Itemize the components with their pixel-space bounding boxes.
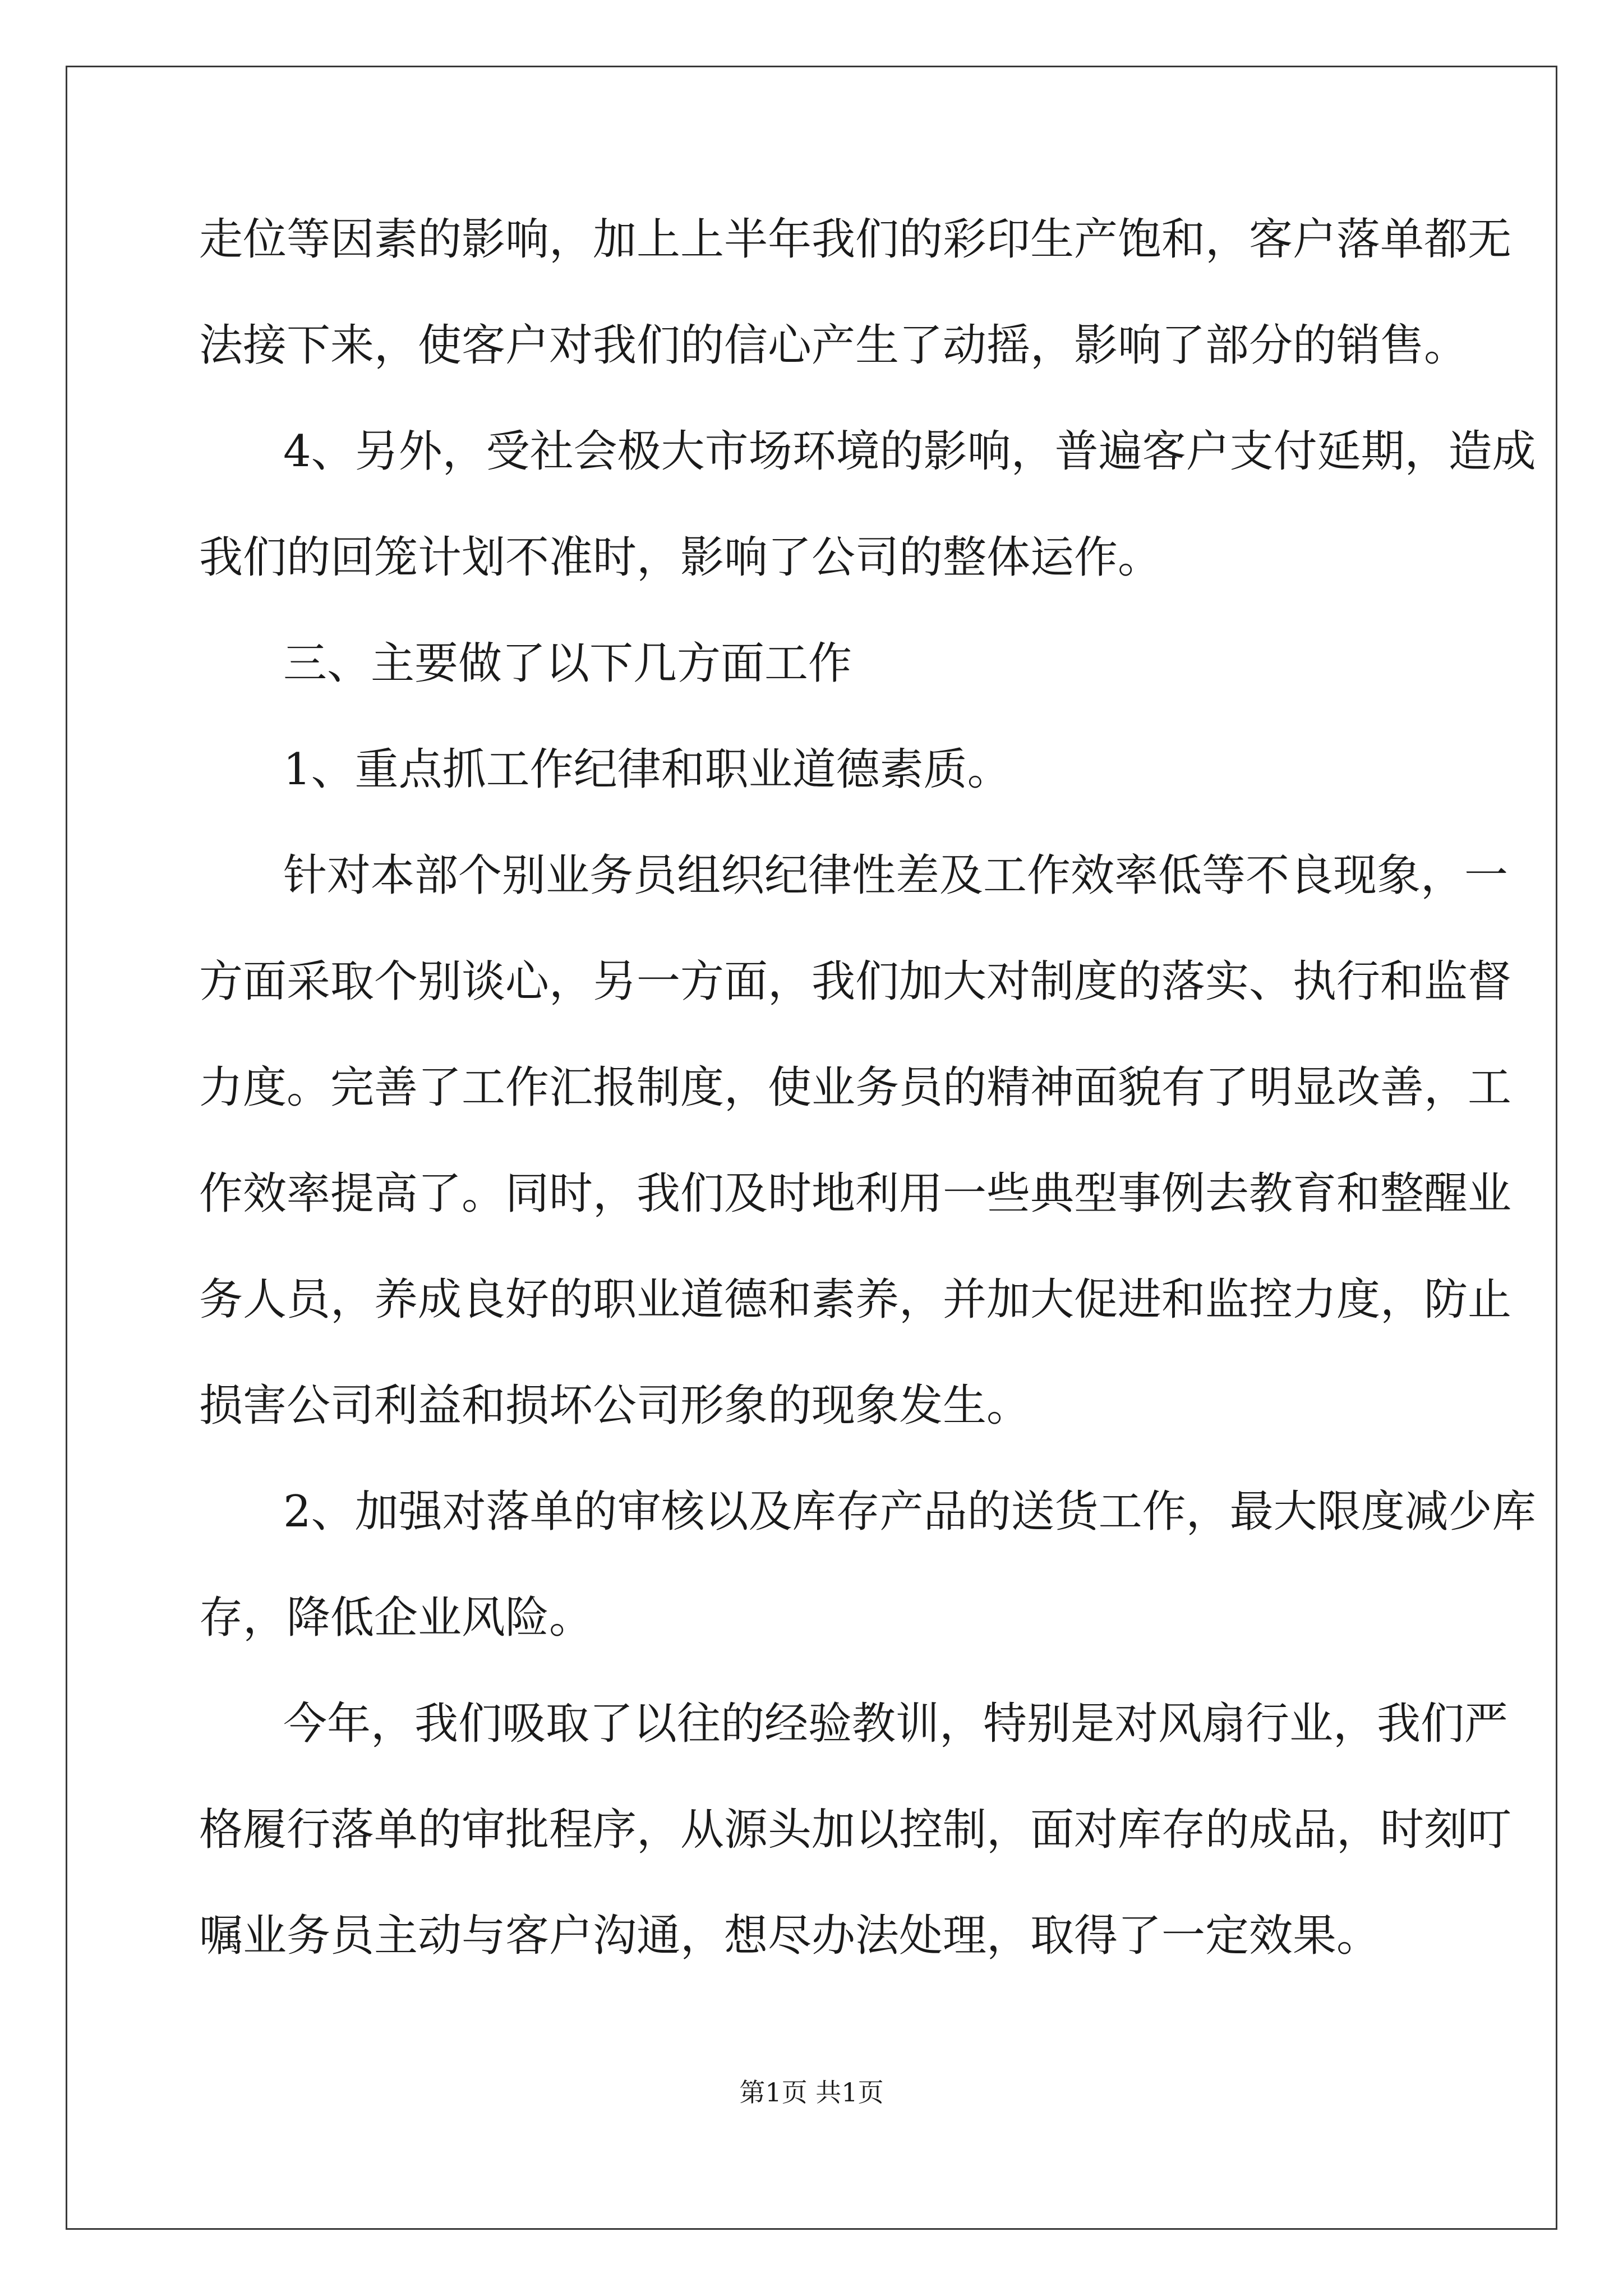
page-number-footer: 第1页 共1页 <box>739 2077 884 2108</box>
body-line: 方面采取个别谈心，另一方面，我们加大对制度的落实、执行和监督 <box>199 956 1512 1007</box>
body-line: 存，降低企业风险。 <box>199 1593 593 1643</box>
body-line: 损害公司利益和损坏公司形象的现象发生。 <box>199 1381 1031 1431</box>
body-line: 嘱业务员主动与客户沟通，想尽办法处理，取得了一定效果。 <box>199 1911 1381 1961</box>
body-line: 力度。完善了工作汇报制度，使业务员的精神面貌有了明显改善，工 <box>199 1062 1512 1113</box>
body-line: 作效率提高了。同时，我们及时地利用一些典型事例去教育和整醒业 <box>199 1168 1512 1219</box>
subsection-heading: 1、重点抓工作纪律和职业道德素质。 <box>283 744 1011 795</box>
document-body <box>199 213 1536 2016</box>
body-line: 4、另外，受社会极大市场环境的影响，普遍客户支付延期，造成 <box>283 426 1536 477</box>
section-heading: 三、主要做了以下几方面工作 <box>283 638 852 689</box>
body-line: 务人员，养成良好的职业道德和素养，并加大促进和监控力度，防止 <box>199 1274 1512 1325</box>
body-line: 法接下来，使客户对我们的信心产生了动摇，影响了部分的销售。 <box>199 320 1468 371</box>
body-line: 我们的回笼计划不准时，影响了公司的整体运作。 <box>199 532 1162 583</box>
body-line: 格履行落单的审批程序，从源头加以控制，面对库存的成品，时刻叮 <box>199 1805 1512 1855</box>
body-line: 针对本部个别业务员组织纪律性差及工作效率低等不良现象，一 <box>283 850 1509 901</box>
subsection-heading: 2、加强对落单的审核以及库存产品的送货工作，最大限度减少库 <box>283 1487 1536 1537</box>
body-line: 今年，我们吸取了以往的经验教训，特别是对风扇行业，我们严 <box>283 1699 1509 1749</box>
body-line: 走位等因素的影响，加上上半年我们的彩印生产饱和，客户落单都无 <box>199 214 1512 265</box>
